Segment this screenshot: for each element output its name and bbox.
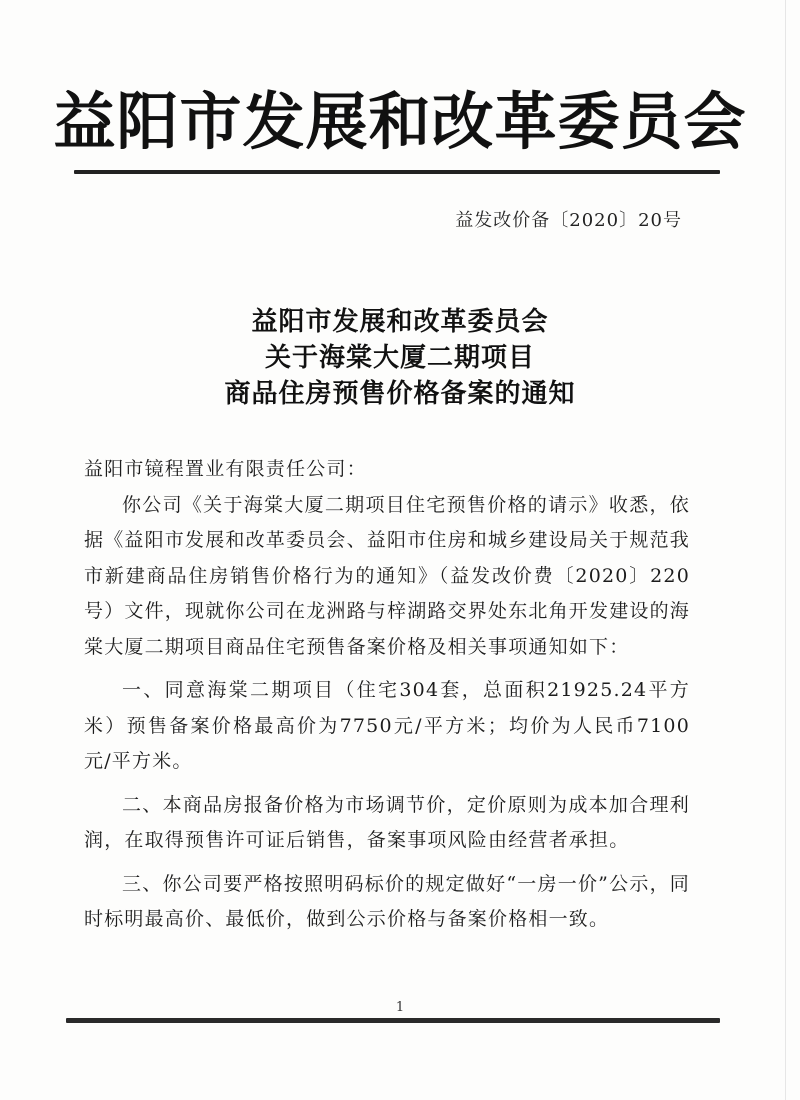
title-line-1: 益阳市发展和改革委员会	[251, 307, 549, 337]
title-line-2: 关于海棠大厦二期项目	[264, 343, 535, 373]
document-title	[0, 304, 800, 412]
document-number: 益发改价备〔2020〕20号	[455, 210, 682, 231]
paragraph-intro: 你公司《关于海棠大厦二期项目住宅预售价格的请示》收悉，依据《益阳市发展和改革委员会、益阳市住房和城乡建设局关于规范我市新建商品住房销售价格行为的通知》（益发改价费〔2020〕220号）文件，现就你公司在龙洲路与梓湖路交界处东北角开发建设的海棠大厦二期项目商品住宅预售备案价格及相关事项通知如下：	[84, 493, 691, 658]
paragraph-item-1: 一、同意海棠二期项目（住宅304套，总面积21925.24平方米）预售备案价格最高价为7750元/平方米；均价为人民币7100元/平方米。	[84, 679, 690, 772]
paragraph-item-3: 三、你公司要严格按照明码标价的规定做好“一房一价”公示，同时标明最高价、最低价，做到公示价格与备案价格相一致。	[84, 872, 690, 930]
letterhead-org-name: 益阳市发展和改革委员会	[53, 85, 747, 158]
salutation: 益阳市镜程置业有限责任公司：	[84, 458, 367, 480]
paragraph-item-2: 二、本商品房报备价格为市场调节价，定价原则为成本加合理利润，在取得预售许可证后销售，备案事项风险由经营者承担。	[84, 793, 690, 851]
scan-edge-line	[785, 0, 786, 1100]
page-number: 1	[395, 1000, 405, 1015]
footer-rule	[66, 1018, 720, 1023]
title-line-3: 商品住房预售价格备案的通知	[224, 379, 576, 409]
letterhead-red-rule	[74, 170, 720, 174]
document-body	[84, 452, 690, 938]
